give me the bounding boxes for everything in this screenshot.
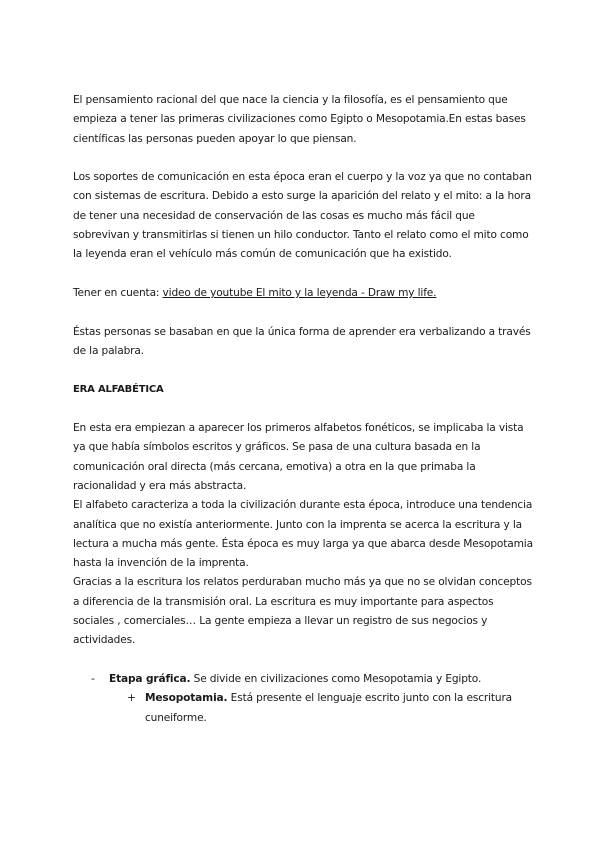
paragraph-rational-thought: El pensamiento racional del que nace la ciencia y la filosofía, es el pensamiento que empieza a tener las primeras civilizaciones como Egipto o Mesopotamia.En estas bases científicas las personas pueden apoyar lo que piensan. [73,94,526,145]
list-item-mesopotamia [73,689,533,728]
spacer [73,149,533,168]
paragraph-alphabet-civilization: El alfabeto caracteriza a toda la civilización durante esta época, introduce una tendencia analítica que no existía anteriormente. Junto con la imprenta se acerca la escritura y la lectura a mucha más gente. Ésta época es muy larga ya que abarca desde Mesopotamia hasta la invención de la imprenta. [73,499,533,570]
youtube-video-link[interactable]: video de youtube El mito y la leyenda - Draw my life. [162,286,437,299]
list-item-text: Está presente el lenguaje escrito junto con la escritura cuneiforme. [145,692,513,724]
paragraph-verbalizing: Éstas personas se basaban en que la única forma de aprender era verbalizando a través de la palabra. [73,325,531,357]
paragraph-communication-supports: Los soportes de comunicación en esta época eran el cuerpo y la voz ya que no contaban con sistemas de escritura. Debido a esto surge la aparición del relato y el mito: a la hora de tener una necesidad de conservación de las cosas es mucho más fácil que sobrevivan y transmitirlas si tienen un hilo conductor. Tanto el relato como el mito como la leyenda eran el vehículo más común de comunicación que ha existido. [73,171,532,261]
plus-bullet-icon: + [127,692,136,705]
section-heading: ERA ALFABÉTICA [73,384,164,396]
spacer [73,400,533,419]
spacer [73,303,533,322]
paragraph-reference [73,284,533,303]
document-body [73,91,533,728]
dash-bullet-icon: - [91,672,95,685]
list-item-text: Se divide en civilizaciones como Mesopotamia y Egipto. [190,672,482,685]
list-item-bold-label: Etapa gráfica. [109,672,191,685]
paragraph-writing-importance: Gracias a la escritura los relatos perduraban mucho más ya que no se olvidan conceptos a diferencia de la transmisión oral. La escritura es muy importante para aspectos sociales , comerciales… La gente empieza a llevar un registro de sus negocios y actividades. [73,576,532,647]
list-item-bold-label: Mesopotamia. [145,692,228,705]
spacer [73,651,533,670]
list-item-etapa-grafica [73,670,533,689]
bullet-list [73,670,533,728]
spacer [73,265,533,284]
paragraph-phonetic-alphabets: En esta era empiezan a aparecer los primeros alfabetos fonéticos, se implicaba la vista ya que había símbolos escritos y gráficos. Se pasa de una cultura basada en la comunicación oral directa (más cercana, emotiva) a otra en la que primaba la racionalidad y era más abstracta. [73,422,524,492]
reference-prefix: Tener en cuenta: [73,286,163,299]
spacer [73,361,533,380]
